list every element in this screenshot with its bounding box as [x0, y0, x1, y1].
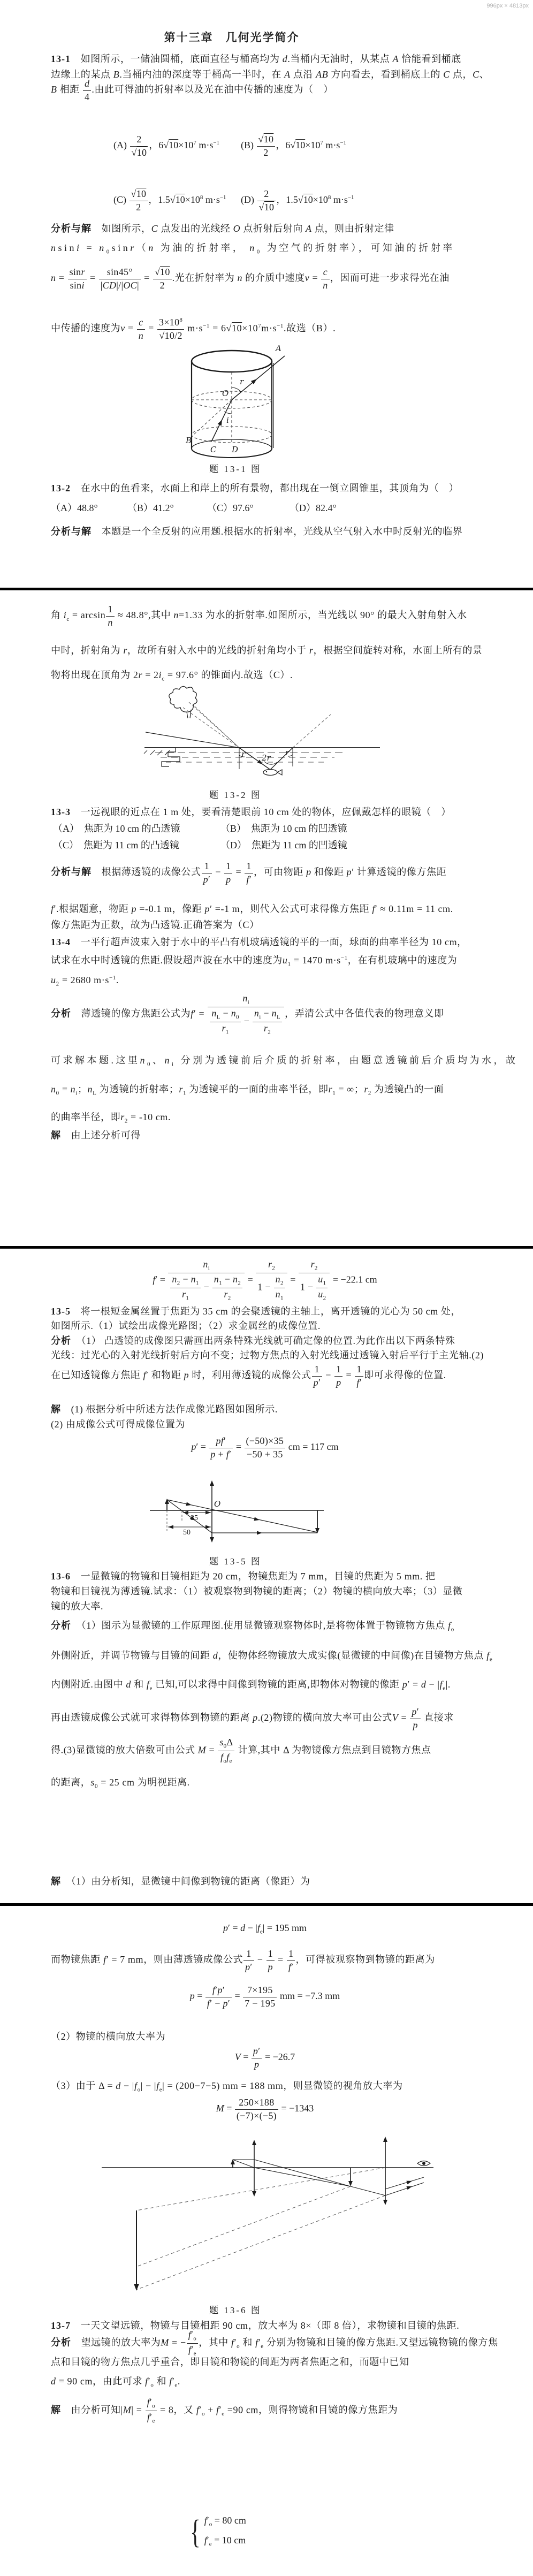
fish-cone-diagram: [142, 685, 388, 789]
p13-2-option-c: （C）97.6°: [207, 503, 254, 513]
microscope-ray-diagram: [96, 2136, 439, 2296]
label-point-D: D: [232, 445, 239, 454]
p13-6-equation3: V = $\frac{p'}{p}$ = −26.7: [234, 2046, 295, 2070]
chapter-title: 第十三章 几何光学简介: [164, 31, 300, 44]
p13-7-analysis-line2: 点和目镜的物方焦点几乎重合，即目镜和物镜的间距为两者焦距之和，而题中已知: [51, 2357, 409, 2367]
label-point-O: O: [222, 389, 229, 398]
label-angle-r-right: r: [285, 748, 290, 757]
p13-5-line1: 13-5 将一根短金属丝置于焦距为 35 cm 的会聚透镜的主轴上，离开透镜的光心为 50 cm 处，: [51, 1306, 461, 1317]
p13-5-line2: 如图所示.（1）试绘出成像光路图；（2）求金属丝的成像位置.: [51, 1320, 321, 1331]
page-break-3: [0, 1903, 533, 1906]
label-angle-i: i: [226, 415, 229, 425]
p13-1-solution-line2: $nsini = n_0\sin r(n$ 为油的折射率， $n_0$ 为空气的折射率），可知油的折射率: [51, 242, 455, 255]
p13-7-analysis-line3: d = 90 cm，由此可求 $f'_o$ 和 $f'_e$.: [51, 2376, 180, 2389]
p13-1-option-a: (A) $\frac{2}{√10}$ ，$6√10\times 10^7$ $m\cdot s^{-1}$: [113, 134, 220, 158]
p13-2-line1: 13-2 在水中的鱼看来，水面上和岸上的所有景物，都出现在一倒立圆锥里，其顶角为（ ）: [51, 483, 459, 493]
p13-6-analysis-line2: 外侧附近，并调节物镜与目镜的间距 d，使物体经物镜放大成实像(显微镜的中间像)在目镜物方焦点 $f_e$: [51, 1650, 493, 1663]
p13-2-option-d: （D）82.4°: [290, 503, 337, 513]
p13-7-solve-line1: 解 由分析可知|M| = $\frac{f'_o}{f'_e}$ = 8，又 $f'_o + f'_e =90$ cm，则得物镜和目镜的像方焦距为: [51, 2397, 398, 2425]
page-break-1: [0, 588, 533, 590]
label-distance-35: 35: [191, 1514, 198, 1522]
p13-2-option-a: （A）48.8°: [51, 503, 98, 513]
label-angle-r: r: [240, 377, 244, 386]
p13-4-analysis-line3: $n_0 = n_i$；$n_L$ 为透镜的折射率；$r_1$ 为透镜平的一面的曲率半径，即$r_1$ = ∞；$r_2$ 为透镜凸的一面: [51, 1084, 444, 1097]
p13-2-solution-line2: 角 $i_c = \arcsin$ $\frac{1}{n}$ ≈ 48.8°,其中 n=1.33 为水的折射率.如图所示，当光线以 90° 的最大入射角射入水: [51, 604, 467, 628]
p13-7-line1: 13-7 一天文望远镜，物镜与目镜相距 90 cm，放大率为 8×（即 8 倍），求物镜和目镜的焦距.: [51, 2320, 460, 2331]
p13-3-option-a: （A） 焦距为 10 cm 的凸透镜: [53, 823, 180, 834]
p13-3-option-b: （B） 焦距为 10 cm 的凹透镜: [220, 823, 347, 834]
label-angle-r-left: r: [241, 749, 246, 759]
focal-length-objective: $f'_o = 80$ cm: [204, 2515, 246, 2528]
p13-6-analysis-line4: 再由透镜成像公式就可求得物体到物镜的距离 p.(2)物镜的横向放大率可由公式V = $\frac{p'}{p}$ 直接求: [51, 1706, 454, 1730]
p13-3-solution-line1: 分析与解 根据薄透镜的成像公式 $\frac{1}{p'}$ − $\frac{1}{p}$ = $\frac{1}{f'}$ ，可由物距 p 和像距 p′ 计算透镜的像方焦距: [51, 861, 447, 885]
p13-4-result-equation: f′ = $n_i$ $\frac{n_2 - n_1}{r_1}$ − $\frac{n_1 - n_2}{r_2}$ = $r_2$ 1 − $\frac{n_2}{n_1}$ = $r_2$ 1 − $\frac{u_1}{u_2}$ = −22.1 cm: [153, 1259, 377, 1302]
p13-1-option-c: (C) $\frac{√10}{2}$ ，$1.5√10\times 10^8$ $m\cdot s^{-1}$: [113, 188, 226, 212]
label-angle-2r: 2r: [262, 753, 271, 763]
page-break-2: [0, 1246, 533, 1249]
figure-13-5-lens-diagram: [150, 1477, 326, 1547]
p13-6-solve-line2: 而物镜焦距 f′ = 7 mm，则由薄透镜成像公式 $\frac{1}{p'}$ − $\frac{1}{p}$ = $\frac{1}{f'}$ ，可得被观察物到物镜的距离为: [51, 1948, 435, 1972]
figure-13-1-oil-barrel: [185, 343, 297, 468]
p13-3-line1: 13-3 一远视眼的近点在 1 m 处，要看清楚眼前 10 cm 处的物体，应佩戴怎样的眼镜（ ）: [51, 807, 451, 817]
p13-2-solution-line1: 分析与解 本题是一个全反射的应用题.根据水的折射率，光线从空气射入水中时反射光的临界: [51, 526, 463, 537]
focal-length-eyepiece: $f'_e = 10$ cm: [204, 2534, 246, 2548]
p13-3-solution-line2: f′.根据题意，物距 p =-0.1 m，像距 p′ =-1 m，则代入公式可求得像方焦距 f′ ≈ 0.11m = 11 cm.: [51, 903, 453, 914]
p13-2-solution-line4: 物将出现在顶角为 $2r = 2i_c = 97.6^\circ$ 的锥面内.故选（C）.: [51, 670, 293, 682]
p13-6-equation1: $p' = d - |f_e| = 195$ mm: [223, 1922, 307, 1935]
figure-13-6-caption: 题 13-6 图: [209, 2305, 262, 2315]
p13-5-analysis-line2: 光线：过光心的入射光线折射后方向不变；过物方焦点的入射光线通过透镜入射后平行于主光轴.(2): [51, 1350, 484, 1361]
p13-6-solve-intro: 解 （1）由分析知，显微镜中间像到物镜的距离（像距）为: [51, 1876, 310, 1887]
p13-1-line3: B 相距 $\frac{d}{4}$ .由此可得油的折射率以及光在油中传播的速度为（ ）: [51, 78, 333, 102]
p13-5-result-equation: p′ = $\frac{pf'}{p + f'}$ = $\frac{(-50)\times 35}{-50 + 35}$ cm = 117 cm: [191, 1435, 339, 1460]
image-size-label: 996px × 4813px: [486, 3, 529, 9]
p13-6-solve-line3: （2）物镜的横向放大率为: [51, 2031, 166, 2042]
p13-6-line3: 镜的放大率.: [51, 1601, 104, 1612]
figure-13-6-microscope-diagram: [96, 2136, 439, 2299]
p13-1-line2: 边缘上的某点 B.当桶内油的深度等于桶高一半时，在 A 点沿 AB 方向看去，看到桶底上的 C 点，C、: [51, 69, 490, 80]
label-point-B: B: [186, 436, 192, 445]
p13-6-solve-line4: （3）由于 $\Delta = d - |f_o| - |f_e| = (200-7-5)$ mm = 188 mm，则显微镜的视角放大率为: [51, 2080, 403, 2093]
p13-1-solution-line3: n = $\frac{\sin r}{\sin i}$ = $\frac{\sin 45^\circ}{|CD|/|OC|}$ = $\frac{√10}{2}$ .光在折射率为 n 的介质中速度v = $\frac{c}{n}$ ，因而可进一步求得光在油: [51, 267, 450, 291]
p13-3-option-d: （D） 焦距为 11 cm 的凹透镜: [220, 840, 347, 850]
figure-13-1-caption: 题 13-1 图: [209, 464, 262, 474]
p13-5-analysis-line1: 分析 （1） 凸透镜的成像图只需画出两条特殊光线就可确定像的位置.为此作出以下两条特殊: [51, 1335, 455, 1346]
lens-ray-diagram: [150, 1477, 326, 1544]
p13-6-analysis-line3: 内侧附近.由图中 d 和 $f_e$ 已知,可以求得中间像到物镜的距离,即物体对物镜的像距 $p' = d - |f_e|$.: [51, 1679, 451, 1692]
p13-4-line1: 13-4 一平行超声波束入射于水中的平凸有机玻璃透镜的平的一面，球面的曲率半径为 10 cm，: [51, 937, 467, 947]
p13-4-analysis-line2: 可求解本题.这里$n_0$、$n_i$ 分别为透镜前后介质的折射率，由题意透镜前后介质均为水，故: [51, 1055, 518, 1068]
p13-5-solve-line2: (2) 由成像公式可得成像位置为: [51, 1419, 186, 1430]
p13-7-result-system: [187, 2513, 246, 2552]
figure-13-2-caption: 题 13-2 图: [209, 790, 262, 800]
p13-5-analysis-line3: 在已知透镜像方焦距 f′ 和物距 p 时，利用薄透镜的成像公式 $\frac{1}{p'}$ − $\frac{1}{p}$ = $\frac{1}{f'}$ 即可求得像的位置.: [51, 1364, 446, 1388]
p13-1-option-b: (B) $\frac{√10}{2}$ ，$6√10\times 10^7$ $m\cdot s^{-1}$: [241, 134, 347, 158]
p13-4-analysis-line1: 分析 薄透镜的像方焦距公式为f′ = $n_i$ $\frac{n_L - n_0}{r_1}$ − $\frac{n_i - n_L}{r_2}$ ，弄清公式中各值代表的物理意义即: [51, 993, 444, 1036]
p13-6-line1: 13-6 一显微镜的物镜和目镜相距为 20 cm，物镜焦距为 7 mm，目镜的焦距为 5 mm. 把: [51, 1571, 436, 1582]
figure-13-2-fish-cone: [142, 685, 388, 792]
p13-5-solve-line1: 解 (1) 根据分析中所述方法作成像光路图如图所示.: [51, 1404, 278, 1415]
p13-3-option-c: （C） 焦距为 11 cm 的凸透镜: [53, 840, 179, 850]
p13-6-equation4: M = $\frac{250\times 188}{(-7)\times(-5)}$ = −1343: [216, 2097, 314, 2121]
p13-2-solution-line3: 中时，折射角为 r，故所有射入水中的光线的折射角均小于 r，根据空间旋转对称，水面上所有的景: [51, 645, 483, 656]
p13-2-option-b: （B）41.2°: [127, 503, 174, 513]
p13-1-option-d: (D) $\frac{2}{√10}$ ，$1.5√10\times 10^8$ $m\cdot s^{-1}$: [241, 188, 354, 212]
label-point-A: A: [276, 344, 281, 353]
p13-6-equation2: p = $\frac{f'p'}{f' - p'}$ = $\frac{7\times 195}{7 - 195}$ mm = −7.3 mm: [189, 1985, 340, 2009]
p13-1-solution-line4: 中传播的速度为v = $\frac{c}{n}$ = $\frac{3\times 10^8}{√10/2}$ $m\cdot s^{-1} = 6√10\times 10^7m\cdot s^{-1}$.故选（B）.: [51, 317, 336, 341]
brace: {: [190, 2514, 201, 2551]
label-distance-50: 50: [183, 1529, 191, 1537]
p13-4-line2: 试求在水中时透镜的焦距.假设超声波在水中的速度为$u_1 = 1470$ $m\cdot s^{-1}$，在有机玻璃中的速度为: [51, 955, 458, 968]
label-lens-center-O: O: [214, 1499, 221, 1509]
figure-13-5-caption: 题 13-5 图: [209, 1556, 262, 1567]
p13-6-line2: 物镜和目镜视为薄透镜.试求：（1）被观察物到物镜的距离；（2）物镜的横向放大率；（3）显微: [51, 1586, 463, 1597]
p13-4-analysis-line4: 的曲率半径，即$r_2 = -10$ cm.: [51, 1112, 171, 1124]
p13-1-line1: 13-1 如图所示，一储油圆桶，底面直径与桶高均为 d.当桶内无油时，从某点 A 恰能看到桶底: [51, 54, 461, 64]
p13-6-analysis-line5: 得.(3)显微镜的放大倍数可由公式 M = $s_0\Delta$ $f_of_e$ 计算,其中 Δ 为物镜像方焦点到目镜物方焦点: [51, 1737, 431, 1765]
p13-6-analysis-line6: 的距离，$s_0 = 25$ cm 为明视距离.: [51, 1777, 190, 1790]
barrel-diagram: [185, 343, 297, 466]
p13-4-line3: $u_2 = 2680$ $m\cdot s^{-1}$.: [51, 975, 119, 987]
p13-6-analysis-line1: 分析 （1）图示为显微镜的工作原理图.使用显微镜观察物体时,是将物体置于物镜物方焦点 $f_o$: [51, 1620, 454, 1633]
p13-1-solution-line1: 分析与解 如图所示，C 点发出的光线经 O 点折射后射向 A 点，则由折射定律: [51, 223, 394, 234]
label-point-C: C: [210, 445, 217, 454]
p13-3-solution-line3: 像方焦距为正数，故为凸透镜.正确答案为（C）: [51, 920, 260, 930]
p13-7-analysis-line1: 分析 望远镜的放大率为M = − $\frac{f'_o}{f'_e}$ ，其中 $f'_o$ 和 $f'_e$ 分别为物镜和目镜的像方焦距.又望远镜物镜的像方焦: [51, 2329, 498, 2357]
p13-4-solve-intro: 解 由上述分析可得: [51, 1130, 141, 1141]
